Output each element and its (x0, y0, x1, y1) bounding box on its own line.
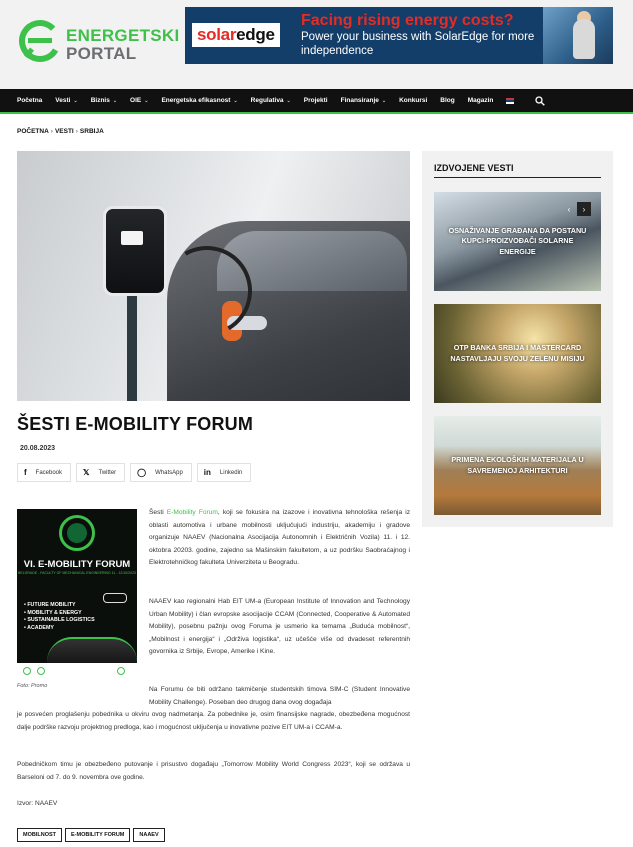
p3-text-rest: je posvećen proglašenju pobednika u okviru ovog nadmetanja. Za pobednike je, osim finansijske nagrade, obezbeđena mogućnost dalje podrške razvoju projektnog predloga, kao i mogućnost uključenja u inovativne pozive EIT UM-a i CCAM-a. (17, 711, 410, 731)
featured-card-title[interactable]: OTP BANKA SRBIJA I MASTERCARD NASTAVLJAJU SVOJU ZELENU MISIJU (450, 343, 585, 363)
tag-naaev[interactable]: NAAEV (133, 828, 164, 842)
nav-item-label: Regulativa (250, 97, 284, 104)
article-paragraph-1 (149, 507, 410, 570)
featured-card[interactable] (434, 416, 601, 515)
poster-topic: • FUTURE MOBILITY (24, 602, 76, 608)
breadcrumb-vesti[interactable]: VESTI (54, 128, 74, 135)
carousel-arrows (562, 202, 591, 216)
share-facebook-button[interactable] (17, 463, 71, 482)
breadcrumb-separator: › (50, 128, 53, 135)
facebook-icon: f (24, 468, 27, 477)
article-title: ŠESTI E-MOBILITY FORUM (17, 414, 254, 434)
featured-card[interactable] (434, 192, 601, 291)
poster-topic: • ACADEMY (24, 624, 54, 631)
chevron-down-icon: ⌄ (233, 97, 238, 104)
poster-title: VI. E-MOBILITY FORUM (23, 559, 131, 570)
article-paragraph-2: NAAEV kao regionalni Hab EIT UM-a (European Institute of Innovation and Technology Urban Mobility) i član evropske asocijacije CCAM (Connected, Cooperative & Automated Mobility), posebnu pažnju ovog Foruma je usmerio ka temama „Buduća mobilnost“, „Mobilnost i energija“ i „Održiva logistika“, uz učešće više od dvadeset referentnih govornika iz Srbije, Evrope, Amerike i Kine. (149, 598, 410, 656)
ad-banner[interactable] (185, 7, 613, 64)
share-twitter-button[interactable] (76, 463, 125, 482)
banner-brand-part1: solar (197, 25, 237, 44)
whatsapp-icon: ◯ (137, 468, 147, 477)
nav-item-label: OIE (130, 97, 142, 104)
banner-photo (543, 7, 613, 64)
article-hero-image (17, 151, 410, 401)
poster-topic: • MOBILITY & ENERGY (24, 609, 82, 616)
p1-text-after: , koji se fokusira na izazove i inovativna tehnološka rešenja iz oblasti automotiva i urbane mobilnosti uključujući industriju, akademiju i gradove organizuje NAAEV (Nacionalna Asocijacija Autonomnih i Električnih Vozila) 11. i 12. oktobra 20203. godine, zajedno sa Mašinskim fakultetom, a uz podršku Saobraćajnog i Elektrotehničkog fakulteta Univerziteta u Beogradu. (149, 509, 410, 567)
nav-item-label: Blog (440, 97, 455, 104)
featured-card[interactable] (434, 304, 601, 403)
poster-topic: • SUSTAINABLE LOGISTICS (24, 617, 95, 623)
article-paragraph-3 (17, 684, 410, 734)
chevron-down-icon: ⌄ (73, 97, 78, 104)
chevron-down-icon: ⌄ (286, 97, 291, 104)
nav-item-magazin[interactable] (468, 97, 494, 104)
nav-item-label: Finansiranje (340, 97, 379, 104)
logo-text-energetski: ENERGETSKI (66, 26, 180, 45)
carousel-prev-icon[interactable]: ‹ (567, 204, 571, 214)
share-whatsapp-label: WhatsApp (155, 469, 183, 476)
share-whatsapp-button[interactable] (130, 463, 192, 482)
breadcrumb-separator: › (75, 128, 78, 135)
breadcrumb-srbija[interactable]: SRBIJA (79, 128, 104, 135)
article-date: 20.08.2023 (20, 445, 56, 452)
sponsor-logo-icon (117, 667, 125, 675)
nav-item-konkursi[interactable] (399, 97, 427, 104)
nav-item-početna[interactable] (17, 97, 42, 104)
nav-item-regulativa[interactable] (251, 97, 291, 104)
tag-e-mobility-forum[interactable]: E-MOBILITY FORUM (65, 828, 130, 842)
p1-text-before: Šesti (149, 509, 167, 516)
nav-item-projekti[interactable] (304, 97, 328, 104)
share-twitter-label: Twitter (98, 469, 117, 476)
featured-card-title[interactable]: OSNAŽIVANJE GRAĐANA DA POSTANU KUPCI-PROIZVOĐAČI SOLARNE ENERGIJE (448, 225, 587, 256)
nav-item-label: Početna (17, 97, 43, 104)
share-linkedin-button[interactable] (197, 463, 251, 482)
e-mobility-forum-link[interactable]: E-Mobility Forum (166, 509, 218, 516)
top-header (0, 0, 633, 89)
sponsor-logo-icon (23, 667, 31, 675)
share-facebook-label: Facebook (35, 469, 63, 476)
nav-item-label: Konkursi (399, 97, 428, 104)
nav-item-finansiranje[interactable] (341, 97, 387, 104)
sidebar-title: IZDVOJENE VESTI (434, 163, 514, 173)
nav-item-label: Projekti (303, 97, 328, 104)
poster-sponsor-strip (17, 663, 137, 679)
hero-charger-pole (127, 291, 137, 401)
banner-brand-part2: edge (236, 25, 275, 44)
p3-text-first: Na Forumu će biti održano takmičenje studentskih timova SIM-C (Student Innovative Mobility Challenge). Poseban deo drugog dana ovog događaja (149, 686, 410, 706)
banner-subline: Power your business with SolarEdge for more independence (301, 31, 535, 57)
article-source: Izvor: NAAEV (17, 800, 58, 807)
article-paragraph-4: Pobedničkom timu je obezbeđeno putovanje i prisustvo događaju „Tomorrow Mobility World Congress 2023“, koji se održava u Barseloni od 7. do 9. novembra ove godine. (17, 761, 410, 781)
nav-item-vesti[interactable] (55, 97, 77, 104)
banner-brand-logo (192, 23, 280, 47)
featured-news-sidebar (422, 151, 613, 527)
linkedin-icon: in (203, 468, 211, 477)
nav-items (17, 89, 528, 112)
image-caption: Foto: Promo (17, 683, 48, 689)
share-buttons (17, 463, 256, 482)
breadcrumb-home[interactable]: POČETNA (17, 128, 49, 135)
banner-person-body (573, 19, 595, 59)
event-poster-image (17, 509, 137, 679)
nav-item-energetska-efikasnost[interactable] (161, 97, 237, 104)
hero-charger-screen (121, 231, 143, 245)
tag-mobilnost[interactable]: MOBILNOST (17, 828, 62, 842)
carousel-next-icon[interactable]: › (577, 202, 591, 216)
hero-charging-station (103, 206, 167, 296)
site-logo[interactable] (18, 19, 180, 63)
chevron-down-icon: ⌄ (112, 97, 118, 104)
nav-item-blog[interactable] (440, 97, 454, 104)
logo-text-portal: PORTAL (66, 44, 137, 63)
poster-drone-icon (103, 593, 127, 603)
search-icon[interactable] (535, 96, 545, 106)
nav-item-label: Biznis (90, 97, 110, 104)
featured-card-title[interactable]: PRIMENA EKOLOŠKIH MATERIJALA U SAVREMENOJ ARHITEKTURI (451, 455, 584, 475)
poster-topic-list (24, 602, 95, 632)
nav-item-biznis[interactable] (91, 97, 117, 104)
share-linkedin-label: Linkedin (219, 469, 243, 476)
logo-e-icon (18, 19, 62, 63)
main-nav (0, 89, 633, 114)
breadcrumb (17, 128, 104, 135)
nav-item-label: Magazin (467, 97, 494, 104)
sponsor-logo-icon (37, 667, 45, 675)
article-tags (17, 828, 168, 842)
nav-item-label: Vesti (55, 97, 71, 104)
chevron-down-icon: ⌄ (144, 97, 149, 104)
poster-subtitle: BELGRADE - FACULTY OF MECHANICAL ENGINEERING 11 - 12/10/2023 (18, 571, 136, 575)
nav-item-label: Energetska efikasnost (161, 97, 231, 104)
language-flag-icon[interactable] (506, 98, 514, 104)
poster-logo-center (67, 523, 87, 543)
nav-item-oie[interactable] (130, 97, 148, 104)
sidebar-divider (434, 177, 601, 178)
banner-headline: Facing rising energy costs? (301, 12, 514, 29)
chevron-down-icon: ⌄ (381, 97, 387, 104)
twitter-icon: 𝕏 (83, 468, 90, 477)
